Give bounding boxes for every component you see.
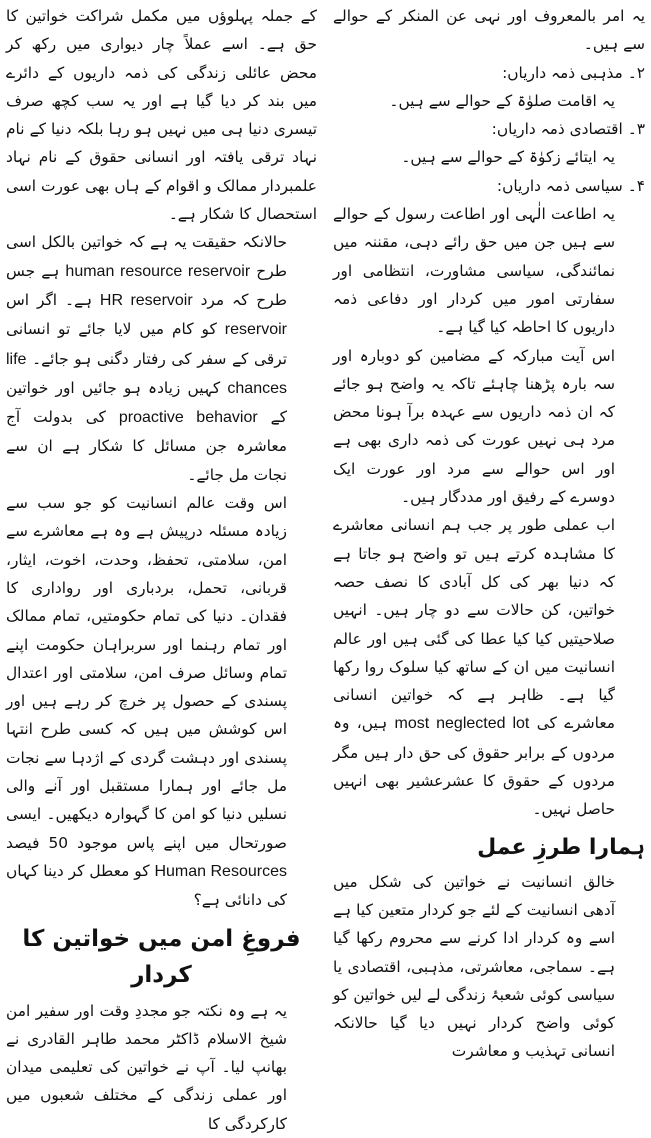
- paragraph: یہ اقامت صلوٰۃ کے حوالے سے ہیں۔: [389, 91, 615, 110]
- section-heading: فروغِ امن میں خواتین کا کردار: [22, 925, 301, 988]
- text-run: اب عملی طور پر جب ہم انسانی معاشرے کا مشاہدہ کرتے ہیں تو واضح ہو جاتا ہے کہ دنیا بھر کی کل آبادی کا نصف حصہ خواتین، کن حالات سے دو چار ہیں۔ انہیں صلاحیتیں کیا کیا عطا کی گئی ہیں اور عالم انسانیت میں ان کے ساتھ کیا سلوک روا رکھا گیا ہے۔ ظاہر ہے کہ خواتین انسانی معاشرے کی: [333, 516, 615, 733]
- paragraph: [6, 489, 317, 914]
- text-run: ہیں، وہ مردوں کے برابر حقوق کی حق دار ہیں مگر مردوں کے حقوق کا عشرعشیر بھی انہیں حاصل نہیں۔: [333, 714, 615, 819]
- english-term: Human Resources: [154, 862, 287, 880]
- text-run: حالانکہ حقیقت یہ ہے کہ خواتین بالکل اسی طرح: [6, 233, 287, 280]
- paragraph: یہ ایتائے زکوٰۃ کے حوالے سے ہیں۔: [401, 148, 615, 167]
- text-run: اس وقت عالم انسانیت کو جو سب سے زیادہ مسئلہ درپیش ہے وہ ہے معاشرے سے امن، سلامتی، تحفظ، وحدت، اخوت، ایثار، قربانی، تحمل، بردباری اور رواداری کا فقدان۔ دنیا کی تمام حکومتیں، تمام ممالک اور تمام رہنما اور سربراہان حکومت اپنے تمام وسائل صرف امن، سلامتی اور اعتدال پسندی کے حصول پر خرچ کر رہے ہیں اور اس کوشش میں ہیں کہ کسی طرح انتہا پسندی اور دہشت گردی کے اژدہا سے نجات مل جائے اور ہمارا مستقبل اور آنے والی نسلیں دنیا کو امن کا گہوارہ دیکھیں۔ ایسی صورتحال میں اپنے پاس موجود 50 فیصد: [6, 494, 287, 852]
- text-run: کی بدولت آج معاشرہ جن مسائل کا شکار ہے ان سے نجات مل جائے۔: [6, 408, 287, 484]
- section-heading: ہمارا طرزِ عمل: [477, 834, 645, 860]
- subheading: ۴۔ سیاسی ذمہ داریاں:: [496, 176, 645, 195]
- paragraph: اس آیت مبارکہ کے مضامین کو دوبارہ اور سہ بارہ پڑھنا چاہئے تاکہ یہ واضح ہو جائے کہ ان ذمہ داریوں سے عہدہ برآ ہونا محض مرد ہی نہیں عورت کی ذمہ داری بھی ہے اور اس حوالے سے مرد اور عورت ایک دوسرے کے رفیق اور مددگار ہیں۔: [333, 346, 615, 507]
- text-run: کو کام میں لایا جائے تو انسانی ترقی کے سفر کی رفتار دگنی ہو جائے۔: [6, 320, 287, 368]
- english-term: reservoir: [224, 321, 287, 339]
- paragraph: یہ ہے وہ نکتہ جو مجددِ وقت اور سفیر امن شیخ الاسلام ڈاکٹر محمد طاہر القادری نے بھانپ لیا۔ آپ نے خواتین کی تعلیمی میدان اور عملی زندگی کے مختلف شعبوں میں کارکردگی کا: [6, 1001, 287, 1133]
- paragraph: یہ امر بالمعروف اور نہی عن المنکر کے حوالے سے ہیں۔: [333, 7, 645, 54]
- paragraph: [333, 511, 645, 823]
- paragraph: خالق انسانیت نے خواتین کی شکل میں آدھی انسانیت کے لئے جو کردار متعین کیا ہے اسے وہ کردار ادا کرنے سے محروم رکھا گیا ہے۔ سماجی، معاشرتی، مذہبی، اقتصادی یا سیاسی کوئی شعبۂ زندگی لے لیں خواتین کو کوئی واضح کردار نہیں دیا گیا حالانکہ انسانی تہذیب و معاشرت: [333, 872, 615, 1061]
- text-run: ہے جس طرح کہ مرد: [6, 261, 287, 309]
- text-run: کہیں زیادہ ہو جائیں اور خواتین کے: [6, 378, 287, 427]
- subheading: ۳۔ اقتصادی ذمہ داریاں:: [491, 120, 645, 139]
- paragraph: [6, 228, 317, 489]
- subheading: ۲۔ مذہبی ذمہ داریاں:: [502, 63, 645, 82]
- english-term: most neglected lot: [394, 715, 530, 733]
- paragraph: یہ اطاعت الٰہی اور اطاعت رسول کے حوالے سے ہیں جن میں حق رائے دہی، مقننہ میں نمائندگی، سیاسی مشاورت، انتظامی اور سفارتی امور میں کردار اور دفاعی ذمہ داریوں کا احاطہ کیا گیا ہے۔: [333, 205, 615, 337]
- paragraph: کے جملہ پہلوؤں میں مکمل شراکت خواتین کا حق ہے۔ اسے عملاً چار دیواری میں رکھ کر محض عائلی زندگی کی ذمہ داریوں کے دائرے میں بند کر دیا گیا ہے اور یہ سب کچھ صرف تیسری دنیا ہی میں نہیں ہو رہا بلکہ دنیا کے نام نہاد ترقی یافتہ اور انسانی حقوق کے نام نہاد علمبردار ممالک و اقوام کے ہاں بھی عورت اسی استحصال کا شکار ہے۔: [6, 7, 317, 224]
- left-column: [6, 2, 317, 1138]
- text-run: کو معطل کر دینا کہاں کی دانائی ہے؟: [6, 861, 287, 910]
- english-term: HR reservoir: [99, 291, 193, 309]
- english-term: proactive behavior: [118, 409, 258, 427]
- text-run: ہے۔ اگر اس: [6, 290, 92, 309]
- english-term: life chances: [6, 350, 287, 397]
- right-column: [333, 2, 645, 1066]
- english-term: human resource reservoir: [65, 262, 251, 280]
